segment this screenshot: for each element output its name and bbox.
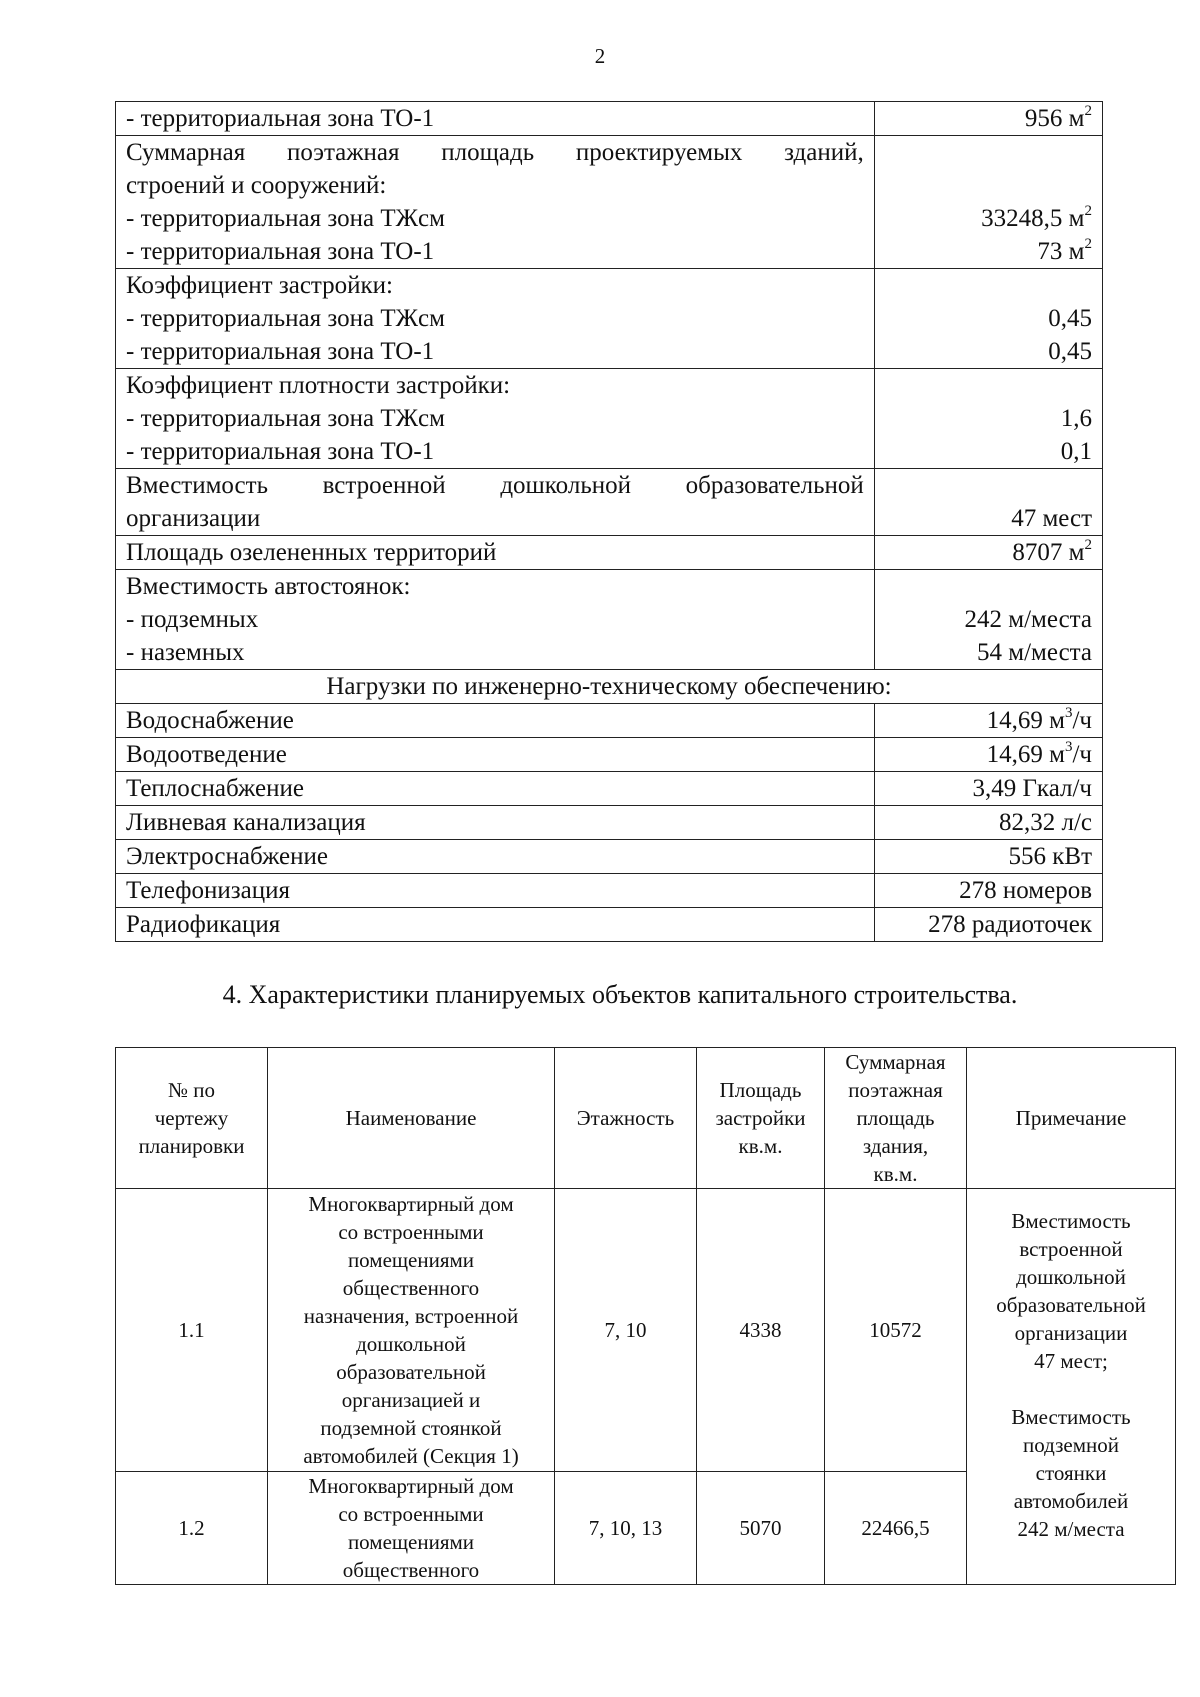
param-value [885, 536, 1092, 569]
header-line: здания, [862, 1134, 929, 1158]
building-area: 5070 [697, 1472, 825, 1585]
param-value-cell [874, 369, 1102, 469]
note-line: 242 м/места [1017, 1517, 1125, 1541]
load-value: 278 радиоточек [928, 911, 1092, 938]
table-row [116, 738, 1103, 772]
note-line: Вместимость [1011, 1405, 1131, 1429]
param-label: - территориальная зона ТО-1 [126, 438, 435, 465]
row-number: 1.2 [116, 1472, 268, 1585]
load-value-cell [874, 874, 1102, 908]
name-line: общественного [342, 1276, 480, 1300]
row-number: 1.1 [116, 1189, 268, 1472]
header-line: кв.м. [738, 1134, 783, 1158]
name-line: образовательной [336, 1360, 486, 1384]
load-unit-suffix: /ч [1072, 741, 1092, 768]
load-value: 82,32 л/с [998, 809, 1092, 836]
table-row [116, 1189, 1176, 1472]
parameters-table [115, 101, 1103, 942]
name-line: помещениями [347, 1530, 475, 1554]
param-value-text [1086, 372, 1092, 399]
param-value [885, 102, 1092, 135]
page-number: 2 [594, 44, 606, 68]
column-header [116, 1048, 268, 1189]
table-row [116, 102, 1103, 136]
superscript: 3 [1064, 704, 1073, 721]
param-value-cell [874, 469, 1102, 536]
name-line: организацией и [341, 1388, 481, 1412]
load-value-cell [874, 738, 1102, 772]
param-value-text: 47 мест [1011, 505, 1092, 532]
param-value [885, 269, 1092, 302]
header-line: № по [167, 1078, 216, 1102]
table-row [116, 269, 1103, 369]
param-value-cell [874, 536, 1102, 570]
note-line [967, 1375, 1175, 1403]
name-line: со встроенными [338, 1502, 484, 1526]
param-value-text: 0,45 [1048, 338, 1092, 365]
table-row [116, 670, 1103, 704]
load-value-cell [874, 908, 1102, 942]
table-row [116, 772, 1103, 806]
column-header [825, 1048, 967, 1189]
param-value-text [1086, 472, 1092, 499]
total-floor-area: 22466,5 [825, 1472, 967, 1585]
total-floor-area: 10572 [825, 1189, 967, 1472]
param-value-text: 33248,5 м [981, 205, 1085, 232]
name-line: со встроенными [338, 1220, 484, 1244]
header-line: застройки [715, 1106, 806, 1130]
name-line: помещениями [347, 1248, 475, 1272]
column-header [697, 1048, 825, 1189]
column-header [967, 1048, 1176, 1189]
param-value-text: 956 м [1024, 105, 1085, 132]
param-label: - территориальная зона ТО-1 [126, 338, 435, 365]
param-value [885, 636, 1092, 669]
objects-table [115, 1047, 1176, 1585]
header-line: Примечание [1015, 1106, 1127, 1130]
param-value-text: 0,45 [1048, 305, 1092, 332]
column-header [555, 1048, 697, 1189]
param-label: Площадь озелененных территорий [126, 539, 497, 566]
param-value-text: 0,1 [1060, 438, 1092, 465]
load-value-cell [874, 840, 1102, 874]
note [967, 1189, 1176, 1585]
param-value [885, 402, 1092, 435]
param-label: строений и сооружений: [126, 172, 387, 199]
load-unit-suffix: /ч [1072, 707, 1092, 734]
section-heading: 4. Характеристики планируемых объектов капитального строительства. [222, 980, 1018, 1009]
note-line: автомобилей [1013, 1489, 1129, 1513]
param-value-cell [874, 269, 1102, 369]
param-label-cell [116, 570, 875, 670]
load-label: Телефонизация [116, 874, 875, 908]
load-value-cell [874, 704, 1102, 738]
param-value-text: 54 м/места [977, 639, 1092, 666]
param-value-text [1086, 573, 1092, 600]
load-value: 3,49 Гкал/ч [972, 775, 1092, 802]
note-line: организации [1014, 1321, 1128, 1345]
param-value-text [1086, 139, 1092, 166]
param-value [885, 136, 1092, 169]
param-label: Суммарная поэтажная площадь проектируемых зданий, [126, 139, 864, 166]
loads-header: Нагрузки по инженерно-техническому обеспечению: [116, 670, 1103, 704]
load-label: Электроснабжение [116, 840, 875, 874]
param-value [885, 603, 1092, 636]
note-line: встроенной [1019, 1237, 1123, 1261]
param-value [885, 302, 1092, 335]
load-label: Теплоснабжение [116, 772, 875, 806]
param-label: - территориальная зона ТЖсм [126, 205, 445, 232]
param-label: - территориальная зона ТЖсм [126, 405, 445, 432]
name-line: общественного [342, 1558, 480, 1582]
param-label: организации [126, 505, 261, 532]
param-label: - территориальная зона ТЖсм [126, 305, 445, 332]
load-value: 278 номеров [959, 877, 1092, 904]
header-line: Наименование [345, 1106, 477, 1130]
note-line: стоянки [1035, 1461, 1107, 1485]
table-row [116, 570, 1103, 670]
floors: 7, 10, 13 [555, 1472, 697, 1585]
param-label-cell [116, 102, 875, 136]
superscript: 2 [1084, 235, 1092, 252]
note-line: 47 мест; [1034, 1349, 1108, 1373]
note-line: подземной [1023, 1433, 1119, 1457]
name-line: назначения, встроенной [303, 1304, 519, 1328]
param-label: - территориальная зона ТО-1 [126, 238, 435, 265]
param-value-cell [874, 570, 1102, 670]
header-row [116, 1048, 1176, 1189]
floors: 7, 10 [555, 1189, 697, 1472]
building-area: 4338 [697, 1189, 825, 1472]
param-label: - подземных [126, 606, 259, 633]
param-value-text [1086, 172, 1092, 199]
param-value [885, 570, 1092, 603]
column-header [268, 1048, 555, 1189]
header-line: площадь [856, 1106, 935, 1130]
superscript: 2 [1084, 536, 1092, 553]
load-label: Радиофикация [116, 908, 875, 942]
param-label: - территориальная зона ТО-1 [126, 105, 435, 132]
param-value [885, 435, 1092, 468]
note-line: Вместимость [1011, 1209, 1131, 1233]
param-label: Вместимость автостоянок: [126, 573, 411, 600]
param-value-text: 1,6 [1060, 405, 1092, 432]
param-label-cell [116, 369, 875, 469]
param-value-text: 8707 м [1012, 539, 1085, 566]
superscript: 3 [1064, 738, 1073, 755]
table-row [116, 874, 1103, 908]
param-value-text: 242 м/места [964, 606, 1092, 633]
name-line: дошкольной [356, 1332, 466, 1356]
header-line: Площадь [719, 1078, 802, 1102]
superscript: 2 [1084, 202, 1092, 219]
table-row [116, 536, 1103, 570]
param-label-cell [116, 469, 875, 536]
param-value-text: 73 м [1037, 238, 1085, 265]
param-value [885, 202, 1092, 235]
table-row [116, 136, 1103, 269]
load-label: Водоснабжение [116, 704, 875, 738]
param-value-cell [874, 136, 1102, 269]
superscript: 2 [1084, 102, 1092, 119]
param-label: Коэффициент застройки: [126, 272, 394, 299]
table-row [116, 704, 1103, 738]
note-line: образовательной [996, 1293, 1146, 1317]
param-value [885, 169, 1092, 202]
object-name [268, 1472, 555, 1585]
param-value [885, 469, 1092, 502]
table-row [116, 840, 1103, 874]
table-row [116, 908, 1103, 942]
name-line: автомобилей (Секция 1) [303, 1444, 519, 1468]
header-line: кв.м. [873, 1162, 918, 1186]
load-label: Ливневая канализация [116, 806, 875, 840]
table-row [116, 369, 1103, 469]
param-label: Коэффициент плотности застройки: [126, 372, 511, 399]
header-line: чертежу [154, 1106, 229, 1130]
object-name [268, 1189, 555, 1472]
param-value [885, 235, 1092, 268]
note-line: дошкольной [1016, 1265, 1126, 1289]
param-label-cell [116, 536, 875, 570]
load-value-cell [874, 772, 1102, 806]
header-line: планировки [138, 1134, 245, 1158]
header-line: Суммарная [845, 1050, 946, 1074]
param-value-cell [874, 102, 1102, 136]
param-label-cell [116, 269, 875, 369]
param-value-text [1086, 272, 1092, 299]
table-row [116, 469, 1103, 536]
param-label-cell [116, 136, 875, 269]
header-line: поэтажная [848, 1078, 943, 1102]
name-line: подземной стоянкой [320, 1416, 502, 1440]
name-line: Многоквартирный дом [308, 1474, 514, 1498]
param-label: Вместимость встроенной дошкольной образовательной [126, 472, 864, 499]
load-label: Водоотведение [116, 738, 875, 772]
load-value: 14,69 м [986, 707, 1065, 734]
param-label: - наземных [126, 639, 245, 666]
load-value: 556 кВт [1008, 843, 1092, 870]
param-value [885, 502, 1092, 535]
load-value: 14,69 м [986, 741, 1065, 768]
name-line: Многоквартирный дом [308, 1192, 514, 1216]
table-row [116, 806, 1103, 840]
param-value [885, 369, 1092, 402]
header-line: Этажность [576, 1106, 675, 1130]
param-value [885, 335, 1092, 368]
load-value-cell [874, 806, 1102, 840]
